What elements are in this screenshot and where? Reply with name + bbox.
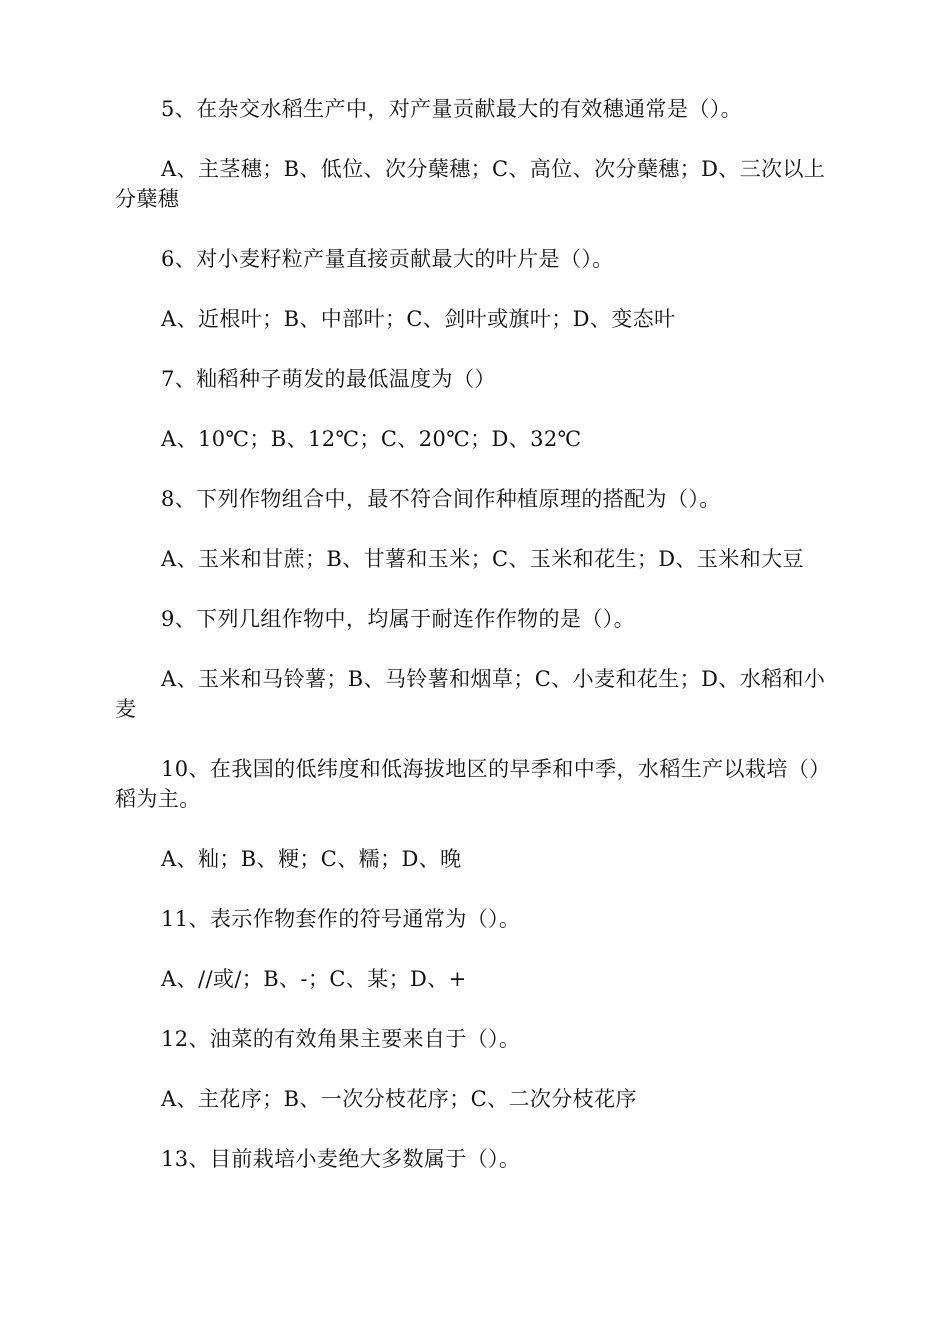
- question-12-options: A、主花序；B、一次分枝花序；C、二次分枝花序: [161, 1087, 637, 1111]
- question-6: 6、对小麦籽粒产量直接贡献最大的叶片是（）。: [161, 247, 614, 271]
- question-8-options: A、玉米和甘蔗；B、甘薯和玉米；C、玉米和花生；D、玉米和大豆: [161, 547, 804, 571]
- question-7: 7、籼稻种子萌发的最低温度为（）: [161, 367, 496, 391]
- question-5: 5、在杂交水稻生产中，对产量贡献最大的有效穗通常是（）。: [161, 97, 743, 121]
- question-12: 12、油菜的有效角果主要来自于（）。: [161, 1027, 521, 1051]
- question-6-options: A、近根叶；B、中部叶；C、剑叶或旗叶；D、变态叶: [161, 307, 676, 331]
- question-9-options: A、玉米和马铃薯；B、马铃薯和烟草；C、小麦和花生；D、水稻和小麦: [115, 667, 826, 721]
- question-8: 8、下列作物组合中，最不符合间作种植原理的搭配为（）。: [161, 487, 721, 511]
- question-10: 10、在我国的低纬度和低海拔地区的早季和中季，水稻生产以栽培（）稻为主。: [115, 757, 831, 811]
- question-13: 13、目前栽培小麦绝大多数属于（）。: [161, 1147, 521, 1171]
- question-9: 9、下列几组作物中，均属于耐连作作物的是（）。: [161, 607, 636, 631]
- question-11: 11、表示作物套作的符号通常为（）。: [161, 907, 521, 931]
- question-11-options: A、//或/；B、-；C、某；D、+: [161, 967, 467, 991]
- question-5-options: A、主茎穗；B、低位、次分蘖穗；C、高位、次分蘖穗；D、三次以上分蘖穗: [115, 157, 826, 211]
- question-10-options: A、籼；B、粳；C、糯；D、晚: [161, 847, 462, 871]
- question-7-options: A、10℃；B、12℃；C、20℃；D、32℃: [161, 427, 582, 451]
